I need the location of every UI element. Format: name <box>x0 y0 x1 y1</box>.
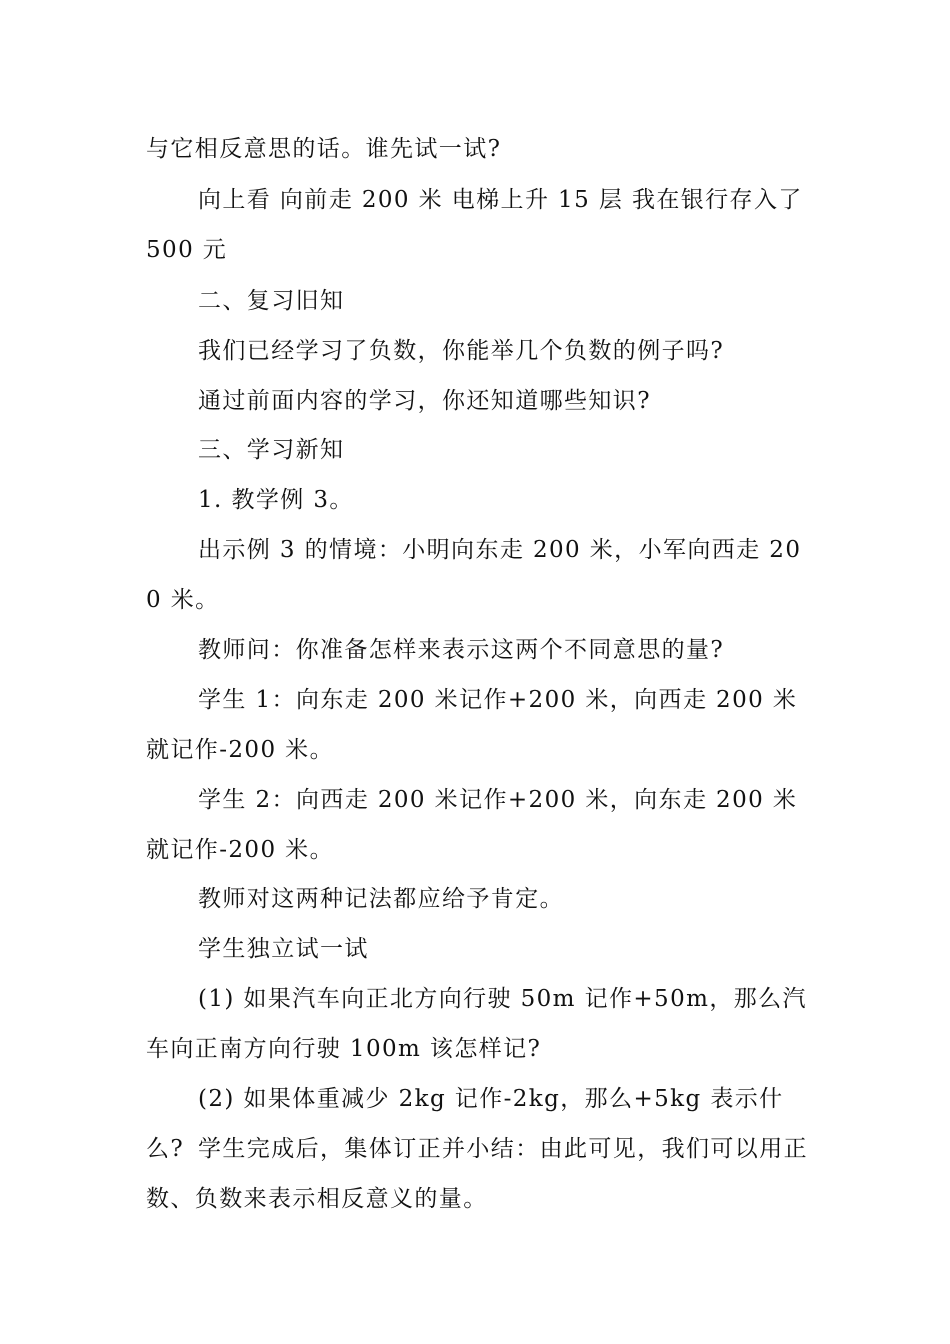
section-heading-new: 三、学习新知 <box>198 437 345 463</box>
paragraph-continuation: 与它相反意思的话。谁先试一试? <box>146 136 502 162</box>
paragraph-try-it: 学生独立试一试 <box>198 936 369 962</box>
section-heading-review: 二、复习旧知 <box>198 288 345 314</box>
paragraph-student-2: 学生 2：向西走 200 米记作+200 米，向东走 200 米就记作-200 米。 <box>146 787 798 863</box>
paragraph-negative-examples: 我们已经学习了负数，你能举几个负数的例子吗? <box>198 338 725 364</box>
paragraph-scenario: 出示例 3 的情境：小明向东走 200 米，小军向西走 200 米。 <box>146 537 802 613</box>
paragraph-summary: 学生完成后，集体订正并小结：由此可见，我们可以用正数、负数来表示相反意义的量。 <box>146 1136 808 1212</box>
paragraph-teacher-question: 教师问：你准备怎样来表示这两个不同意思的量? <box>198 637 725 663</box>
paragraph-example-3: 1. 教学例 3。 <box>198 487 354 513</box>
paragraph-teacher-affirm: 教师对这两种记法都应给予肯定。 <box>198 886 564 912</box>
paragraph-student-1: 学生 1：向东走 200 米记作+200 米，向西走 200 米就记作-200 米。 <box>146 687 798 763</box>
paragraph-what-else: 通过前面内容的学习，你还知道哪些知识? <box>198 388 651 414</box>
paragraph-examples: 向上看 向前走 200 米 电梯上升 15 层 我在银行存入了 500 元 <box>146 187 803 263</box>
exercise-2: (2) 如果体重减少 2kg 记作-2kg，那么+5kg 表示什么? <box>146 1086 784 1162</box>
exercise-1: (1) 如果汽车向正北方向行驶 50m 记作+50m，那么汽车向正南方向行驶 100m 该怎样记? <box>146 986 807 1062</box>
